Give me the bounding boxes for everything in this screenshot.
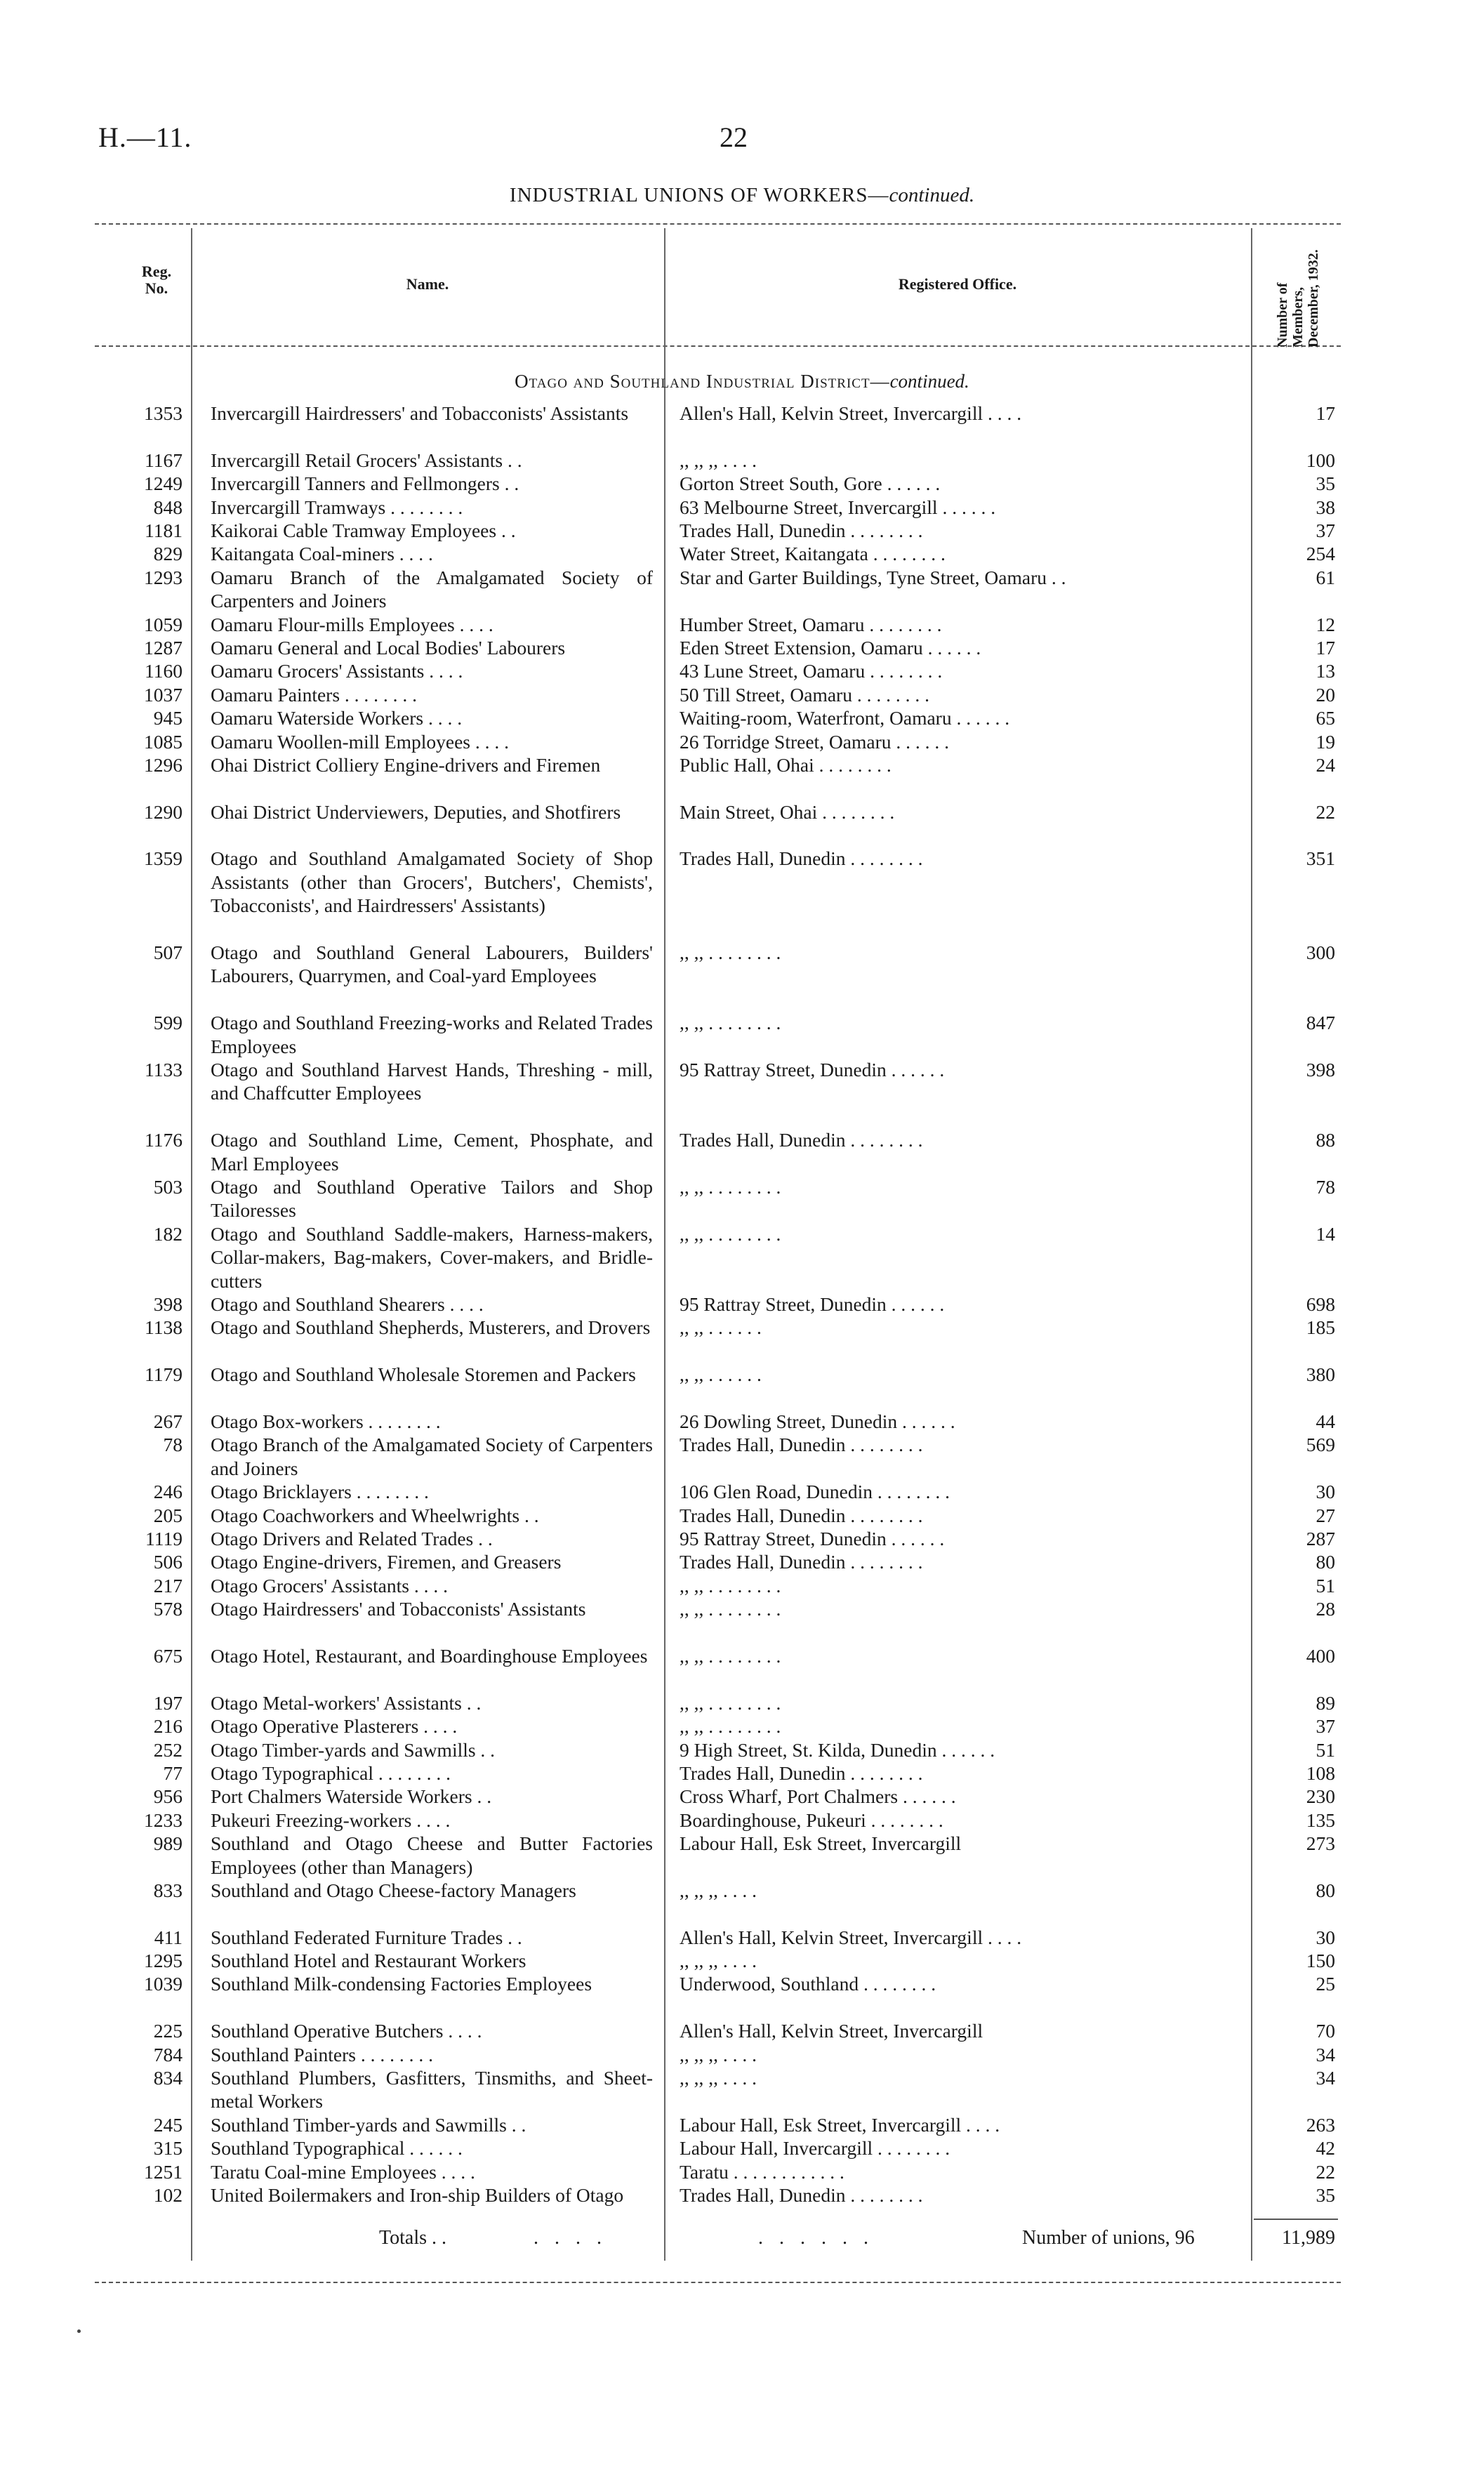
registered-office: 95 Rattray Street, Dunedin . . . . . . — [680, 1293, 945, 1316]
registered-office: Boardinghouse, Pukeuri . . . . . . . . — [680, 1809, 943, 1831]
table-row — [0, 613, 1484, 636]
table-row — [0, 1832, 1484, 1879]
member-count: 27 — [1316, 1504, 1335, 1526]
member-count: 35 — [1316, 472, 1335, 495]
table-row — [0, 753, 1484, 800]
union-name: Southland Painters . . . . . . . . — [211, 2043, 434, 2065]
reg-number: 599 — [153, 1012, 183, 1034]
table-row — [0, 472, 1484, 495]
member-count: 14 — [1316, 1222, 1335, 1245]
member-count: 230 — [1306, 1785, 1335, 1808]
reg-number: 1176 — [145, 1129, 183, 1151]
registered-office: ,, ,, . . . . . . — [680, 1316, 762, 1339]
member-count: 273 — [1306, 1832, 1335, 1855]
union-name: Southland and Otago Cheese and Butter Factories Employees (other than Managers) — [211, 1832, 653, 1878]
member-count: 30 — [1316, 1481, 1335, 1503]
registered-office: Main Street, Ohai . . . . . . . . — [680, 800, 895, 823]
registered-office: Taratu . . . . . . . . . . . . — [680, 2160, 844, 2183]
registered-office: Trades Hall, Dunedin . . . . . . . . — [680, 519, 923, 541]
reg-number: 1179 — [145, 1363, 183, 1386]
union-name: Southland Typographical . . . . . . — [211, 2137, 463, 2160]
member-count: 12 — [1316, 613, 1335, 635]
table-row — [0, 2136, 1484, 2160]
member-count: 51 — [1316, 1738, 1335, 1761]
table-row — [0, 1527, 1484, 1550]
reg-number: 989 — [153, 1832, 183, 1855]
reg-number: 246 — [153, 1481, 183, 1503]
registered-office: ,, ,, ,, . . . . — [680, 2043, 757, 2065]
reg-number: 205 — [153, 1504, 183, 1526]
registered-office: Trades Hall, Dunedin . . . . . . . . — [680, 847, 923, 870]
reg-number: 1233 — [144, 1809, 183, 1831]
union-name: Oamaru Flour-mills Employees . . . . — [211, 613, 493, 635]
reg-number: 829 — [153, 543, 183, 565]
registered-office: Underwood, Southland . . . . . . . . — [680, 1973, 936, 1995]
column-header-members-label: Number of Members, December, 1932. — [1275, 249, 1321, 348]
member-count: 89 — [1316, 1691, 1335, 1714]
table-row — [0, 1972, 1484, 2019]
reg-number: 77 — [163, 1761, 183, 1784]
union-name: Otago Metal-workers' Assistants . . — [211, 1691, 482, 1714]
member-count: 22 — [1316, 2160, 1335, 2183]
registered-office: Humber Street, Oamaru . . . . . . . . — [680, 613, 942, 635]
union-name: Invercargill Tanners and Fellmongers . . — [211, 472, 519, 495]
member-count: 61 — [1316, 566, 1335, 588]
union-name: Otago and Southland Freezing-works and Related Trades Employees — [211, 1012, 653, 1057]
reg-number: 834 — [153, 2067, 183, 2089]
document-reference: H.—11. — [98, 121, 192, 153]
table-header-bottom-rule — [95, 345, 1341, 347]
reg-number: 267 — [153, 1410, 183, 1433]
registered-office: ,, ,, . . . . . . . . — [680, 1644, 781, 1667]
reg-number: 848 — [153, 496, 183, 518]
union-name: Otago Engine-drivers, Firemen, and Greasers — [211, 1551, 562, 1573]
union-name: Otago and Southland Amalgamated Society of Shop Assistants (other than Grocers', Butchers', Chemists', Tobacconists', and Hairdressers' Assistants) — [211, 847, 653, 917]
member-count: 847 — [1306, 1012, 1335, 1034]
stray-ink-mark — [77, 2329, 81, 2333]
reg-number: 315 — [153, 2137, 183, 2160]
reg-number: 225 — [153, 2020, 183, 2042]
reg-number: 784 — [153, 2043, 183, 2065]
reg-number: 675 — [153, 1644, 183, 1667]
member-count: 135 — [1306, 1809, 1335, 1831]
table-row — [0, 1410, 1484, 1433]
union-name: Oamaru General and Local Bodies' Labourers — [211, 636, 566, 659]
registered-office: 50 Till Street, Oamaru . . . . . . . . — [680, 683, 929, 706]
reg-number: 1359 — [144, 847, 183, 870]
table-row — [0, 2019, 1484, 2042]
reg-number: 1039 — [144, 1973, 183, 1995]
table-row — [0, 730, 1484, 753]
registered-office: ,, ,, . . . . . . — [680, 1363, 762, 1386]
reg-number: 1293 — [144, 566, 183, 588]
union-name: United Boilermakers and Iron-ship Builders of Otago — [211, 2184, 624, 2207]
registered-office: ,, ,, ,, . . . . — [680, 1950, 757, 1972]
reg-number: 506 — [153, 1551, 183, 1573]
reg-number: 1085 — [144, 730, 183, 753]
table-row — [0, 519, 1484, 542]
union-name: Otago and Southland Saddle-makers, Harness-makers, Collar-makers, Bag-makers, Cover-makers, and Bridle-cutters — [211, 1222, 653, 1292]
member-count: 28 — [1316, 1598, 1335, 1620]
member-count: 25 — [1316, 1973, 1335, 1995]
totals-top-rule — [1254, 2219, 1338, 2220]
reg-number: 1287 — [144, 636, 183, 659]
table-row — [0, 1480, 1484, 1503]
union-name: Taratu Coal-mine Employees . . . . — [211, 2160, 475, 2183]
member-count: 34 — [1316, 2043, 1335, 2065]
table-row — [0, 1293, 1484, 1316]
registered-office: 26 Dowling Street, Dunedin . . . . . . — [680, 1410, 955, 1433]
union-name: Oamaru Painters . . . . . . . . — [211, 683, 418, 706]
registered-office: 26 Torridge Street, Oamaru . . . . . . — [680, 730, 950, 753]
registered-office: Trades Hall, Dunedin . . . . . . . . — [680, 1761, 923, 1784]
member-count: 51 — [1316, 1574, 1335, 1597]
member-count: 37 — [1316, 519, 1335, 541]
member-count: 351 — [1306, 847, 1335, 870]
page-title-main: INDUSTRIAL UNIONS OF WORKERS— — [509, 184, 889, 206]
union-name: Otago Hairdressers' and Tobacconists' Assistants — [211, 1598, 586, 1620]
reg-number: 1138 — [145, 1316, 183, 1339]
table-row — [0, 1597, 1484, 1644]
union-name: Otago Coachworkers and Wheelwrights . . — [211, 1504, 539, 1526]
registered-office: ,, ,, . . . . . . . . — [680, 1574, 781, 1597]
table-row — [0, 1879, 1484, 1926]
table-row — [0, 659, 1484, 682]
reg-number: 1296 — [144, 753, 183, 776]
table-row — [0, 1222, 1484, 1293]
table-row — [0, 1809, 1484, 1832]
table-row — [0, 1644, 1484, 1691]
table-row — [0, 1011, 1484, 1058]
registered-office: ,, ,, . . . . . . . . — [680, 1598, 781, 1620]
table-bottom-rule — [95, 2282, 1341, 2283]
member-count: 100 — [1306, 449, 1335, 471]
table-row — [0, 2066, 1484, 2113]
member-count: 80 — [1316, 1879, 1335, 1901]
union-name: Southland Plumbers, Gasfitters, Tinsmiths, and Sheet-metal Workers — [211, 2067, 653, 2113]
table-row — [0, 1691, 1484, 1714]
union-name: Invercargill Retail Grocers' Assistants . . — [211, 449, 522, 471]
member-count: 42 — [1316, 2137, 1335, 2160]
union-name: Ohai District Colliery Engine-drivers and Firemen — [211, 753, 601, 776]
table-row — [0, 1926, 1484, 1949]
union-name: Oamaru Grocers' Assistants . . . . — [211, 660, 463, 682]
registered-office: Allen's Hall, Kelvin Street, Invercargill . . . . — [680, 402, 1022, 424]
member-count: 17 — [1316, 636, 1335, 659]
table-row — [0, 1058, 1484, 1128]
reg-number: 1133 — [145, 1059, 183, 1081]
table-row — [0, 449, 1484, 472]
union-name: Otago and Southland Lime, Cement, Phosphate, and Marl Employees — [211, 1129, 653, 1175]
registered-office: Star and Garter Buildings, Tyne Street, Oamaru . . — [680, 566, 1066, 588]
reg-number: 1353 — [144, 402, 183, 424]
reg-number: 78 — [163, 1434, 183, 1456]
union-name: Otago Operative Plasterers . . . . — [211, 1715, 458, 1738]
union-name: Kaitangata Coal-miners . . . . — [211, 543, 433, 565]
totals-row — [0, 2227, 1484, 2255]
reg-number: 503 — [153, 1176, 183, 1198]
registered-office: Public Hall, Ohai . . . . . . . . — [680, 753, 892, 776]
registered-office: ,, ,, . . . . . . . . — [680, 1012, 781, 1034]
registered-office: ,, ,, ,, . . . . — [680, 2067, 757, 2089]
reg-number: 956 — [153, 1785, 183, 1808]
table-row — [0, 2113, 1484, 2136]
union-name: Oamaru Waterside Workers . . . . — [211, 707, 463, 729]
registered-office: ,, ,, . . . . . . . . — [680, 1691, 781, 1714]
reg-number: 1059 — [144, 613, 183, 635]
table-row — [0, 1316, 1484, 1363]
reg-number: 945 — [153, 707, 183, 729]
member-count: 13 — [1316, 660, 1335, 682]
totals-members: 11,989 — [1282, 2227, 1335, 2249]
totals-number-of-unions: Number of unions, 96 — [1022, 2227, 1195, 2249]
union-name: Southland Operative Butchers . . . . — [211, 2020, 482, 2042]
reg-number: 217 — [153, 1574, 183, 1597]
union-name: Southland Hotel and Restaurant Workers — [211, 1950, 526, 1972]
table-row — [0, 566, 1484, 613]
member-count: 400 — [1306, 1644, 1335, 1667]
union-name: Otago Bricklayers . . . . . . . . — [211, 1481, 429, 1503]
table-row — [0, 683, 1484, 706]
reg-number: 1251 — [144, 2160, 183, 2183]
registered-office: ,, ,, ,, . . . . — [680, 1879, 757, 1901]
registered-office: Trades Hall, Dunedin . . . . . . . . — [680, 1434, 923, 1456]
union-name: Invercargill Hairdressers' and Tobacconists' Assistants — [211, 402, 629, 424]
registered-office: Gorton Street South, Gore . . . . . . — [680, 472, 941, 495]
table-row — [0, 1949, 1484, 1972]
member-count: 88 — [1316, 1129, 1335, 1151]
table-row — [0, 941, 1484, 1011]
registered-office: ,, ,, . . . . . . . . — [680, 1715, 781, 1738]
registered-office: Trades Hall, Dunedin . . . . . . . . — [680, 1551, 923, 1573]
member-count: 300 — [1306, 941, 1335, 964]
union-name: Otago Box-workers . . . . . . . . — [211, 1410, 441, 1433]
reg-number: 102 — [153, 2184, 183, 2207]
reg-number: 216 — [153, 1715, 183, 1738]
table-row — [0, 496, 1484, 519]
section-heading — [0, 371, 1484, 392]
reg-number: 507 — [153, 941, 183, 964]
registered-office: ,, ,, . . . . . . . . — [680, 1222, 781, 1245]
table-row — [0, 402, 1484, 449]
registered-office: Allen's Hall, Kelvin Street, Invercargill . . . . — [680, 1926, 1022, 1948]
union-name: Otago and Southland General Labourers, Builders' Labourers, Quarrymen, and Coal-yard Employees — [211, 941, 653, 987]
union-name: Kaikorai Cable Tramway Employees . . — [211, 519, 516, 541]
union-name: Southland Federated Furniture Trades . . — [211, 1926, 522, 1948]
registered-office: 9 High Street, St. Kilda, Dunedin . . . . . . — [680, 1738, 995, 1761]
reg-number: 252 — [153, 1738, 183, 1761]
union-name: Southland and Otago Cheese-factory Managers — [211, 1879, 576, 1901]
union-name: Invercargill Tramways . . . . . . . . — [211, 496, 463, 518]
union-table-body — [0, 402, 1484, 2230]
registered-office: ,, ,, . . . . . . . . — [680, 1176, 781, 1198]
page-number: 22 — [720, 121, 748, 153]
registered-office: 95 Rattray Street, Dunedin . . . . . . — [680, 1527, 945, 1549]
table-row — [0, 1433, 1484, 1480]
reg-number: 1249 — [144, 472, 183, 495]
member-count: 34 — [1316, 2067, 1335, 2089]
reg-number: 578 — [153, 1598, 183, 1620]
member-count: 65 — [1316, 707, 1335, 729]
column-header-members — [1261, 225, 1324, 351]
member-count: 17 — [1316, 402, 1335, 424]
reg-number: 833 — [153, 1879, 183, 1901]
union-name: Ohai District Underviewers, Deputies, and Shotfirers — [211, 800, 621, 823]
totals-label: Totals . . — [379, 2227, 447, 2249]
member-count: 287 — [1306, 1527, 1335, 1549]
union-name: Otago and Southland Operative Tailors and Shop Tailoresses — [211, 1176, 653, 1222]
member-count: 150 — [1306, 1950, 1335, 1972]
reg-number: 1160 — [145, 660, 183, 682]
section-heading-main: Otago and Southland Industrial District— — [515, 371, 890, 392]
union-name: Otago and Southland Shearers . . . . — [211, 1293, 484, 1316]
union-name: Pukeuri Freezing-workers . . . . — [211, 1809, 451, 1831]
member-count: 24 — [1316, 753, 1335, 776]
table-row — [0, 2183, 1484, 2230]
reg-number: 398 — [153, 1293, 183, 1316]
totals-leader-dots: . . . . — [534, 2227, 607, 2249]
registered-office: Eden Street Extension, Oamaru . . . . . . — [680, 636, 981, 659]
member-count: 380 — [1306, 1363, 1335, 1386]
member-count: 70 — [1316, 2020, 1335, 2042]
registered-office: ,, ,, . . . . . . . . — [680, 941, 781, 964]
registered-office: Trades Hall, Dunedin . . . . . . . . — [680, 1504, 923, 1526]
reg-number: 1167 — [145, 449, 183, 471]
table-row — [0, 1761, 1484, 1785]
registered-office: Trades Hall, Dunedin . . . . . . . . — [680, 2184, 923, 2207]
registered-office: 63 Melbourne Street, Invercargill . . . . . . — [680, 496, 996, 518]
member-count: 35 — [1316, 2184, 1335, 2207]
union-name: Oamaru Branch of the Amalgamated Society of Carpenters and Joiners — [211, 566, 653, 612]
table-top-rule — [95, 223, 1341, 225]
member-count: 254 — [1306, 543, 1335, 565]
reg-number: 1119 — [145, 1527, 183, 1549]
table-row — [0, 1363, 1484, 1410]
registered-office: 43 Lune Street, Oamaru . . . . . . . . — [680, 660, 943, 682]
union-name: Southland Timber-yards and Sawmills . . — [211, 2113, 526, 2136]
table-row — [0, 1574, 1484, 1597]
table-row — [0, 1714, 1484, 1738]
totals-leader-dots-office: . . . . . . — [758, 2227, 874, 2249]
member-count: 78 — [1316, 1176, 1335, 1198]
table-row — [0, 1175, 1484, 1222]
member-count: 698 — [1306, 1293, 1335, 1316]
registered-office: Trades Hall, Dunedin . . . . . . . . — [680, 1129, 923, 1151]
member-count: 37 — [1316, 1715, 1335, 1738]
member-count: 108 — [1306, 1761, 1335, 1784]
reg-number: 1181 — [145, 519, 183, 541]
table-row — [0, 1738, 1484, 1761]
registered-office: Waiting-room, Waterfront, Oamaru . . . . . . — [680, 707, 1010, 729]
member-count: 263 — [1306, 2113, 1335, 2136]
page-title — [0, 184, 1484, 207]
registered-office: Labour Hall, Invercargill . . . . . . . . — [680, 2137, 950, 2160]
reg-number: 245 — [153, 2113, 183, 2136]
union-name: Otago Grocers' Assistants . . . . — [211, 1574, 448, 1597]
union-name: Southland Milk-condensing Factories Employees — [211, 1973, 592, 1995]
table-row — [0, 1785, 1484, 1808]
reg-number: 1295 — [144, 1950, 183, 1972]
member-count: 569 — [1306, 1434, 1335, 1456]
union-name: Otago and Southland Shepherds, Musterers, and Drovers — [211, 1316, 651, 1339]
table-row — [0, 1504, 1484, 1527]
column-header-office: Registered Office. — [898, 275, 1017, 293]
registered-office: ,, ,, ,, . . . . — [680, 449, 757, 471]
table-row — [0, 706, 1484, 729]
reg-number: 182 — [153, 1222, 183, 1245]
reg-number: 1037 — [144, 683, 183, 706]
reg-number: 411 — [154, 1926, 183, 1948]
member-count: 30 — [1316, 1926, 1335, 1948]
section-heading-suffix: continued. — [889, 371, 969, 392]
union-name: Oamaru Woollen-mill Employees . . . . — [211, 730, 509, 753]
table-row — [0, 2160, 1484, 2183]
table-row — [0, 1128, 1484, 1175]
union-name: Otago Typographical . . . . . . . . — [211, 1761, 451, 1784]
member-count: 398 — [1306, 1059, 1335, 1081]
member-count: 44 — [1316, 1410, 1335, 1433]
registered-office: 106 Glen Road, Dunedin . . . . . . . . — [680, 1481, 950, 1503]
table-row — [0, 636, 1484, 659]
member-count: 185 — [1306, 1316, 1335, 1339]
reg-number: 1290 — [144, 800, 183, 823]
member-count: 20 — [1316, 683, 1335, 706]
union-name: Otago Branch of the Amalgamated Society of Carpenters and Joiners — [211, 1434, 653, 1479]
union-name: Otago and Southland Harvest Hands, Threshing - mill, and Chaffcutter Employees — [211, 1059, 653, 1104]
column-header-reg: Reg. No. — [141, 263, 172, 297]
registered-office: Water Street, Kaitangata . . . . . . . . — [680, 543, 946, 565]
member-count: 22 — [1316, 800, 1335, 823]
reg-number: 197 — [153, 1691, 183, 1714]
member-count: 19 — [1316, 730, 1335, 753]
table-row — [0, 1550, 1484, 1573]
union-name: Otago and Southland Wholesale Storemen and Packers — [211, 1363, 636, 1386]
registered-office: Allen's Hall, Kelvin Street, Invercargill — [680, 2020, 983, 2042]
union-name: Port Chalmers Waterside Workers . . — [211, 1785, 492, 1808]
union-name: Otago Timber-yards and Sawmills . . — [211, 1738, 496, 1761]
table-row — [0, 847, 1484, 941]
page-title-suffix: continued. — [889, 184, 975, 206]
registered-office: Labour Hall, Esk Street, Invercargill . . . . — [680, 2113, 1000, 2136]
table-row — [0, 542, 1484, 565]
registered-office: 95 Rattray Street, Dunedin . . . . . . — [680, 1059, 945, 1081]
member-count: 80 — [1316, 1551, 1335, 1573]
table-row — [0, 2043, 1484, 2066]
union-name: Otago Hotel, Restaurant, and Boardinghouse Employees — [211, 1644, 648, 1667]
registered-office: Cross Wharf, Port Chalmers . . . . . . — [680, 1785, 956, 1808]
union-name: Otago Drivers and Related Trades . . — [211, 1527, 493, 1549]
member-count: 38 — [1316, 496, 1335, 518]
column-header-name: Name. — [406, 275, 449, 293]
registered-office: Labour Hall, Esk Street, Invercargill — [680, 1832, 962, 1855]
table-row — [0, 800, 1484, 847]
